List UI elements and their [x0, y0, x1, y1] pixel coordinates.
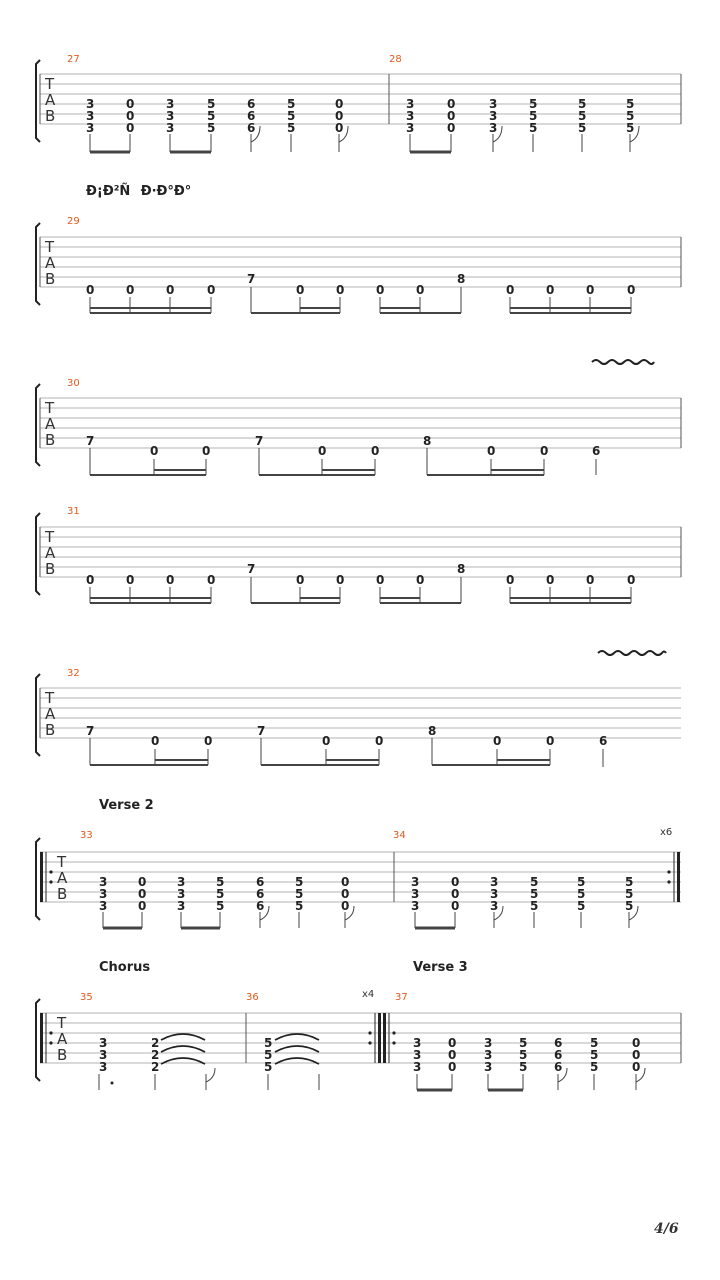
fret-number: 0	[632, 1060, 641, 1074]
fret-number: 6	[599, 734, 608, 748]
fret-number: 0	[202, 444, 211, 458]
fret-number: 0	[493, 734, 502, 748]
fret-number: 0	[341, 887, 350, 901]
fret-number: 5	[519, 1036, 528, 1050]
fret-number: 0	[451, 899, 460, 913]
tab-clef-t: T	[45, 75, 55, 93]
fret-number: 2	[151, 1048, 160, 1062]
measure-36-frets	[264, 1036, 272, 1074]
measure-37-frets	[413, 1036, 640, 1074]
measure-number: 33	[80, 830, 93, 841]
fret-number: 0	[506, 573, 515, 587]
fret-number: 0	[375, 734, 384, 748]
fret-number: 0	[322, 734, 331, 748]
fret-number: 3	[86, 109, 95, 123]
fret-number: 7	[257, 724, 266, 738]
tab-clef-letter: A	[57, 1030, 68, 1048]
fret-number: 3	[484, 1048, 493, 1062]
fret-number: 5	[590, 1036, 599, 1050]
fret-number: 0	[341, 899, 350, 913]
fret-number: 0	[540, 444, 549, 458]
section-label: Verse 2	[99, 798, 154, 813]
fret-number: 0	[336, 573, 345, 587]
fret-number: 5	[264, 1048, 273, 1062]
system-bracket	[36, 674, 40, 756]
fret-number: 3	[99, 1060, 108, 1074]
fret-number: 0	[296, 573, 305, 587]
fret-number: 0	[207, 283, 216, 297]
fret-number: 0	[546, 734, 555, 748]
fret-number: 0	[86, 283, 95, 297]
tab-clef-letter: A	[57, 869, 68, 887]
fret-number: 0	[335, 121, 344, 135]
fret-number: 6	[256, 899, 265, 913]
fret-number: 3	[406, 121, 415, 135]
fret-number: 5	[625, 899, 634, 913]
fret-number: 5	[287, 97, 296, 111]
system-bracket	[36, 999, 40, 1081]
fret-number: 6	[247, 109, 256, 123]
fret-number: 8	[457, 562, 466, 576]
fret-number: 3	[484, 1060, 493, 1074]
fret-number: 3	[490, 875, 499, 889]
fret-number: 0	[448, 1048, 457, 1062]
fret-number: 5	[625, 875, 634, 889]
tab-clef-letter: T	[57, 1014, 67, 1032]
fret-number: 0	[126, 121, 135, 135]
system-bracket	[36, 223, 40, 305]
fret-number: 3	[411, 875, 420, 889]
fret-number: 7	[86, 724, 95, 738]
fret-number: 5	[578, 97, 587, 111]
measure-28-frets	[406, 97, 634, 135]
tab-clef-letter: A	[45, 544, 56, 562]
fret-number: 3	[413, 1036, 422, 1050]
fret-number: 0	[166, 573, 175, 587]
fret-number: 3	[489, 109, 498, 123]
fret-number: 5	[626, 97, 635, 111]
tab-clef-a: A	[45, 91, 56, 109]
fret-number: 0	[448, 1036, 457, 1050]
fret-number: 3	[99, 1048, 108, 1062]
fret-number: 5	[530, 899, 539, 913]
fret-number: 0	[586, 283, 595, 297]
tie-marks	[161, 1034, 319, 1064]
fret-number: 5	[295, 887, 304, 901]
fret-number: 0	[126, 283, 135, 297]
measure-33-frets	[99, 875, 349, 913]
fret-number: 0	[341, 875, 350, 889]
fret-number: 5	[529, 109, 538, 123]
vibrato-mark	[592, 360, 654, 364]
fret-number: 0	[627, 283, 636, 297]
fret-number: 5	[530, 887, 539, 901]
fret-number: 3	[99, 875, 108, 889]
fret-number: 0	[447, 121, 456, 135]
fret-number: 5	[529, 121, 538, 135]
measure-29-frets	[86, 272, 635, 297]
fret-number: 0	[336, 283, 345, 297]
fret-number: 5	[530, 875, 539, 889]
fret-number: 0	[447, 109, 456, 123]
fret-number: 8	[423, 434, 432, 448]
fret-number: 6	[256, 887, 265, 901]
system-1	[36, 54, 681, 152]
rhythm-stems	[99, 1068, 645, 1090]
fret-number: 3	[177, 887, 186, 901]
fret-number: 0	[138, 887, 147, 901]
fret-number: 8	[457, 272, 466, 286]
fret-number: 3	[177, 875, 186, 889]
fret-number: 3	[406, 109, 415, 123]
fret-number: 5	[590, 1048, 599, 1062]
measure-number: 37	[395, 992, 408, 1003]
fret-number: 6	[247, 121, 256, 135]
fret-number: 0	[627, 573, 636, 587]
measure-number: 28	[389, 54, 402, 65]
fret-number: 3	[411, 887, 420, 901]
tab-clef-letter: B	[45, 431, 56, 449]
tab-clef-letter: B	[45, 270, 56, 288]
fret-number: 0	[632, 1048, 641, 1062]
vibrato-mark	[598, 651, 666, 655]
fret-number: 5	[626, 121, 635, 135]
fret-number: 3	[484, 1036, 493, 1050]
fret-number: 0	[416, 573, 425, 587]
fret-number: 0	[296, 283, 305, 297]
fret-number: 0	[138, 899, 147, 913]
repeat-end	[368, 1013, 381, 1063]
tab-clef-letter: A	[45, 254, 56, 272]
system-bracket	[36, 513, 40, 595]
measure-number: 32	[67, 668, 80, 679]
fret-number: 0	[586, 573, 595, 587]
fret-number: 5	[216, 875, 225, 889]
tab-clef-letter: B	[57, 885, 68, 903]
repeat-count: x4	[362, 989, 375, 1000]
fret-number: 0	[416, 283, 425, 297]
fret-number: 0	[546, 573, 555, 587]
fret-number: 7	[255, 434, 264, 448]
fret-number: 0	[335, 109, 344, 123]
section-label: Ð¡Ð²ÑÐ·Ð°Ð°	[86, 184, 192, 199]
fret-number: 0	[371, 444, 380, 458]
tab-clef-b: B	[45, 107, 56, 125]
measure-27-frets	[86, 97, 343, 135]
system-4	[36, 506, 681, 603]
system-bracket	[36, 838, 40, 920]
rhythm-stems	[90, 448, 596, 475]
fret-number: 3	[166, 97, 175, 111]
fret-number: 0	[376, 283, 385, 297]
measure-number: 29	[67, 216, 80, 227]
repeat-start	[40, 1013, 53, 1063]
fret-number: 7	[86, 434, 95, 448]
fret-number: 3	[99, 887, 108, 901]
tab-clef-letter: T	[45, 238, 55, 256]
fret-number: 3	[86, 97, 95, 111]
fret-number: 3	[489, 97, 498, 111]
fret-number: 5	[590, 1060, 599, 1074]
fret-number: 0	[376, 573, 385, 587]
repeat-end	[667, 852, 680, 902]
rhythm-stems	[90, 738, 603, 767]
fret-number: 8	[428, 724, 437, 738]
repeat-start	[40, 852, 53, 902]
measure-number: 36	[246, 992, 259, 1003]
tab-clef-letter: B	[45, 721, 56, 739]
fret-number: 5	[287, 109, 296, 123]
tab-clef-letter: T	[45, 689, 55, 707]
fret-number: 5	[207, 121, 216, 135]
fret-number: 5	[529, 97, 538, 111]
fret-number: 0	[451, 887, 460, 901]
fret-number: 5	[264, 1060, 273, 1074]
fret-number: 0	[126, 573, 135, 587]
fret-number: 0	[546, 283, 555, 297]
fret-number: 5	[519, 1048, 528, 1062]
fret-number: 5	[207, 109, 216, 123]
fret-number: 0	[632, 1036, 641, 1050]
section-label: Verse 3	[413, 960, 468, 975]
measure-34-frets	[411, 875, 633, 913]
system-3	[36, 378, 681, 475]
fret-number: 6	[554, 1060, 563, 1074]
fret-number: 3	[99, 899, 108, 913]
fret-number: 5	[287, 121, 296, 135]
tab-clef-letter: T	[57, 853, 67, 871]
system-bracket	[36, 384, 40, 466]
tab-clef-letter: B	[57, 1046, 68, 1064]
fret-number: 0	[207, 573, 216, 587]
system-2	[36, 216, 681, 313]
system-7	[36, 989, 681, 1090]
fret-number: 5	[577, 899, 586, 913]
tab-clef-letter: A	[45, 705, 56, 723]
measure-number: 34	[393, 830, 406, 841]
fret-number: 5	[216, 887, 225, 901]
fret-number: 3	[411, 899, 420, 913]
fret-number: 3	[177, 899, 186, 913]
section-label: Chorus	[99, 960, 151, 975]
fret-number: 5	[626, 109, 635, 123]
fret-number: 6	[554, 1036, 563, 1050]
tab-clef-letter: A	[45, 415, 56, 433]
measure-number: 31	[67, 506, 80, 517]
fret-number: 0	[506, 283, 515, 297]
fret-number: 3	[166, 121, 175, 135]
repeat-start	[383, 1013, 396, 1063]
fret-number: 3	[490, 899, 499, 913]
fret-number: 5	[295, 899, 304, 913]
fret-number: 0	[335, 97, 344, 111]
tab-clef-letter: B	[45, 560, 56, 578]
fret-number: 0	[126, 97, 135, 111]
fret-number: 5	[295, 875, 304, 889]
fret-number: 2	[151, 1036, 160, 1050]
fret-number: 0	[451, 875, 460, 889]
fret-number: 5	[207, 97, 216, 111]
fret-number: 0	[138, 875, 147, 889]
fret-number: 5	[216, 899, 225, 913]
fret-number: 3	[490, 887, 499, 901]
fret-number: 5	[577, 887, 586, 901]
fret-number: 5	[264, 1036, 273, 1050]
fret-number: 0	[166, 283, 175, 297]
measure-35-frets	[99, 1036, 159, 1074]
system-5	[36, 668, 681, 767]
tab-clef-letter: T	[45, 399, 55, 417]
fret-number: 5	[578, 109, 587, 123]
fret-number: 0	[487, 444, 496, 458]
fret-number: 2	[151, 1060, 160, 1074]
measure-number: 30	[67, 378, 80, 389]
fret-number: 3	[99, 1036, 108, 1050]
fret-number: 0	[151, 734, 160, 748]
fret-number: 5	[577, 875, 586, 889]
fret-number: 6	[256, 875, 265, 889]
fret-number: 5	[625, 887, 634, 901]
measure-31-frets	[86, 562, 635, 587]
system-bracket	[36, 60, 40, 142]
fret-number: 6	[554, 1048, 563, 1062]
fret-number: 3	[413, 1060, 422, 1074]
fret-number: 0	[318, 444, 327, 458]
repeat-count: x6	[660, 827, 673, 838]
fret-number: 6	[247, 97, 256, 111]
fret-number: 3	[166, 109, 175, 123]
fret-number: 3	[86, 121, 95, 135]
tab-clef-letter: T	[45, 528, 55, 546]
system-6	[36, 827, 681, 928]
fret-number: 0	[150, 444, 159, 458]
fret-number: 7	[247, 272, 256, 286]
measure-number: 27	[67, 54, 80, 65]
fret-number: 0	[86, 573, 95, 587]
measure-number: 35	[80, 992, 93, 1003]
fret-number: 0	[204, 734, 213, 748]
fret-number: 0	[447, 97, 456, 111]
fret-number: 0	[126, 109, 135, 123]
fret-number: 3	[489, 121, 498, 135]
fret-number: 3	[413, 1048, 422, 1062]
fret-number: 3	[406, 97, 415, 111]
page-number: 4/6	[654, 1221, 679, 1237]
fret-number: 5	[519, 1060, 528, 1074]
fret-number: 0	[448, 1060, 457, 1074]
fret-number: 7	[247, 562, 256, 576]
fret-number: 6	[592, 444, 601, 458]
fret-number: 5	[578, 121, 587, 135]
